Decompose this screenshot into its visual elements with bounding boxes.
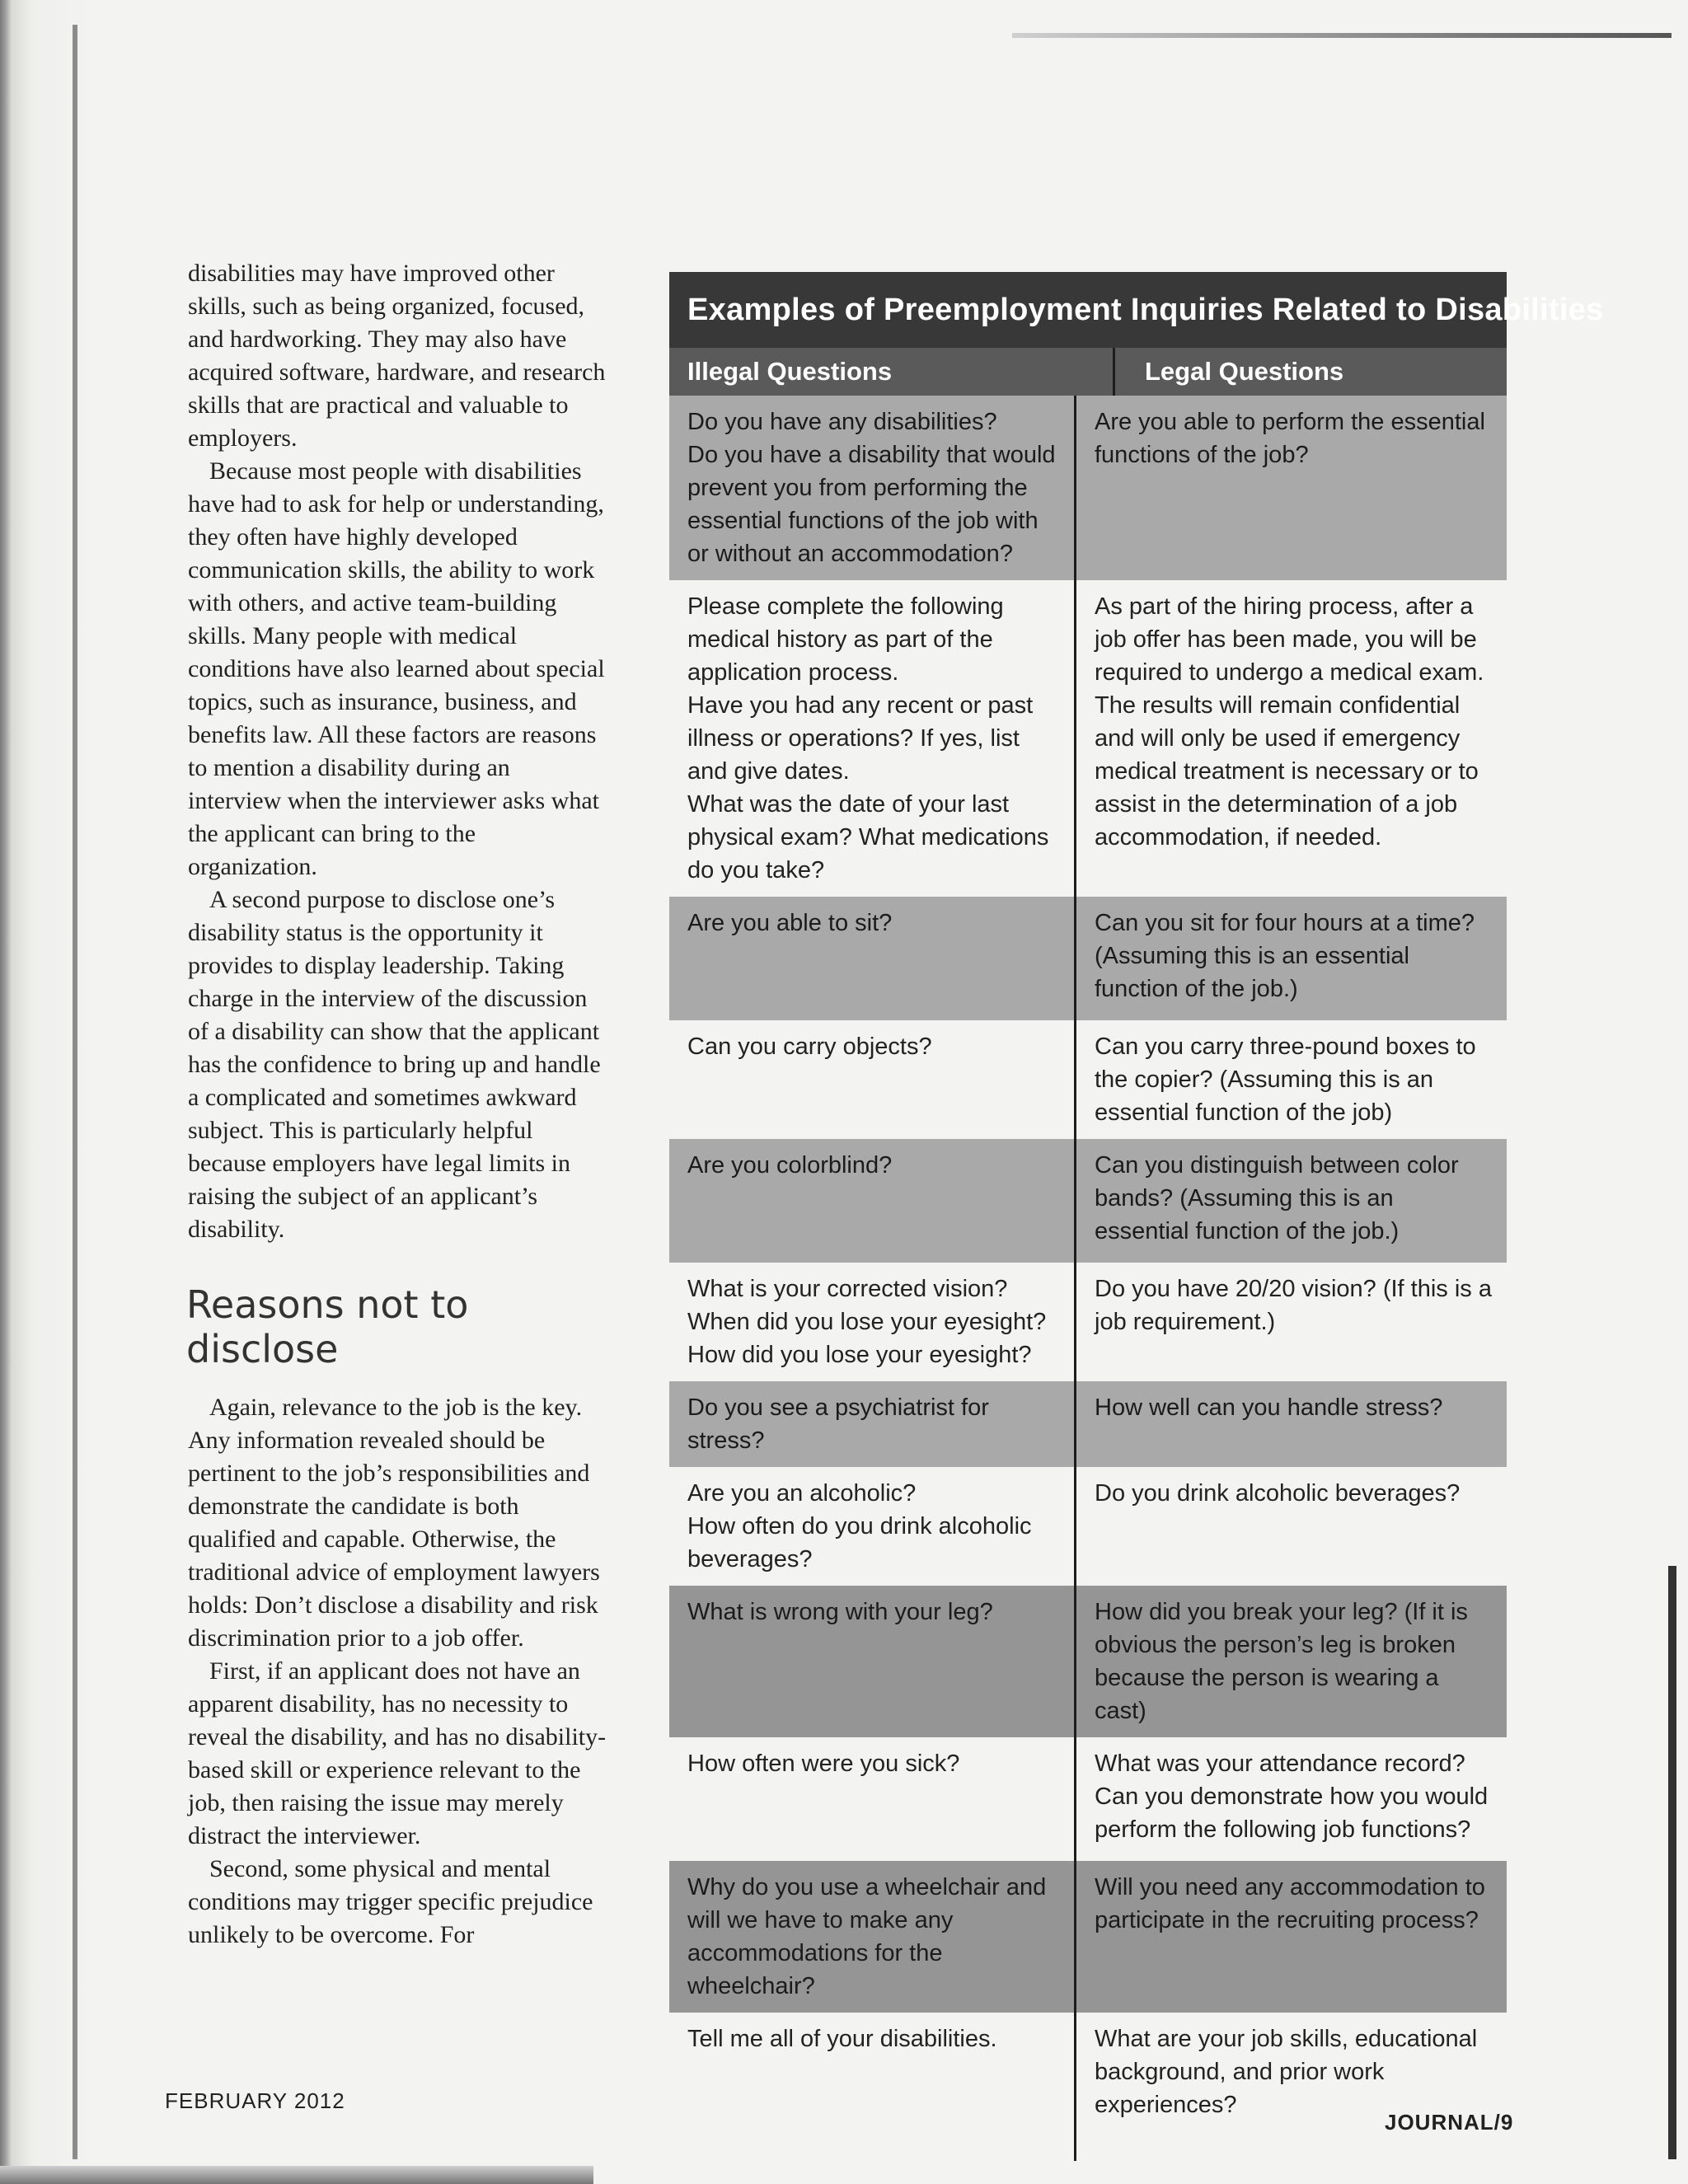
article-paragraph: Second, some physical and mental conditions may trigger specific prejudice unlikely to be overcome. For [188,1855,593,1948]
table-body [669,396,1507,2161]
illegal-question-cell: Tell me all of your disabilities. [669,2013,1076,2161]
table-row [669,1737,1507,1861]
illegal-question-cell: Can you carry objects? [669,1020,1076,1139]
article-paragraph: Again, relevance to the job is the key. Any information revealed should be pertinent to the job’s responsibilities and demonstrate the candidate is both qualified and capable. Otherwise, the traditional advice of employment lawyers holds: Don’t disclose a disability and risk discrimination prior to a job offer. [188,1394,600,1652]
article-paragraph: disabilities may have improved other skills, such as being organized, focused, and hardworking. They may also have acquired software, hardware, and research skills that are practical and valuable to employers. [188,260,606,452]
scan-bottom-edge [0,2166,593,2184]
section-subheading: Reasons not to disclose [186,1282,469,1371]
table-row [669,580,1507,897]
illegal-question-cell: Are you able to sit? [669,897,1076,1020]
illegal-question-cell: Do you see a psychiatrist for stress? [669,1381,1076,1467]
footer-date: FEBRUARY 2012 [165,2088,345,2113]
table-row [669,1861,1507,2013]
illegal-question-cell: Are you colorblind? [669,1139,1076,1263]
article-column [188,257,608,1952]
illegal-question-cell: Do you have any disabilities? Do you have a disability that would prevent you from performing the essential functions of the job with or without an accommodation? [669,396,1076,580]
legal-question-cell: What are your job skills, educational background, and prior work experiences? [1076,2013,1507,2161]
illegal-question-cell: What is wrong with your leg? [669,1586,1076,1737]
table-row [669,1381,1507,1467]
article-paragraph: Because most people with disabilities have had to ask for help or understanding, they often have highly developed communication skills, the ability to work with others, and active team-building skills. Many people with medical conditions have also learned about special topics, such as insurance, business, and benefits law. All these factors are reasons to mention a disability during an interview when the interviewer asks what the applicant can bring to the organization. [188,457,605,880]
table-header [669,348,1507,396]
scan-edge-line [73,25,77,2159]
table-row [669,396,1507,580]
article-paragraph: First, if an applicant does not have an apparent disability, has no necessity to reveal the disability, and has no disability-based skill or experience relevant to the job, then raising the issue may merely distract the interviewer. [188,1657,607,1849]
article-paragraph: A second purpose to disclose one’s disability status is the opportunity it provides to display leadership. Taking charge in the interview of the discussion of a disability can show that the applicant has the confidence to bring up and handle a complicated and sometimes awkward subject. This is particularly helpful because employers have legal limits in raising the subject of an applicant’s disability. [188,886,601,1243]
legal-question-cell: Are you able to perform the essential functions of the job? [1076,396,1507,580]
table-row [669,1020,1507,1139]
scan-right-line [1668,1566,1676,2159]
footer-page: JOURNAL/9 [1385,2110,1514,2135]
article-paragraphs-before [188,257,608,1246]
legal-question-cell: Will you need any accommodation to participate in the recruiting process? [1076,1861,1507,2013]
table-row [669,1467,1507,1586]
legal-question-cell: Can you carry three-pound boxes to the copier? (Assuming this is an essential function of the job) [1076,1020,1507,1139]
table-row [669,2013,1507,2161]
header-legal-questions: Legal Questions [1115,348,1507,396]
table-row [669,1263,1507,1381]
legal-question-cell: As part of the hiring process, after a job offer has been made, you will be required to undergo a medical exam. The results will remain confidential and will only be used if emergency medical treatment is necessary or to assist in the determination of a job accommodation, if needed. [1076,580,1507,897]
illegal-question-cell: What is your corrected vision? When did you lose your eyesight? How did you lose your eyesight? [669,1263,1076,1381]
legal-question-cell: How did you break your leg? (If it is obvious the person’s leg is broken because the person is wearing a cast) [1076,1586,1507,1737]
legal-question-cell: What was your attendance record? Can you demonstrate how you would perform the following job functions? [1076,1737,1507,1861]
table-row [669,1586,1507,1737]
scan-top-line [1012,33,1672,38]
legal-question-cell: Can you sit for four hours at a time? (Assuming this is an essential function of the job.) [1076,897,1507,1020]
legal-question-cell: Do you have 20/20 vision? (If this is a job requirement.) [1076,1263,1507,1381]
inquiries-table [669,272,1604,2161]
legal-question-cell: Can you distinguish between color bands? (Assuming this is an essential function of the job.) [1076,1139,1507,1263]
table-row [669,897,1507,1020]
illegal-question-cell: Are you an alcoholic? How often do you drink alcoholic beverages? [669,1467,1076,1586]
legal-question-cell: Do you drink alcoholic beverages? [1076,1467,1507,1586]
illegal-question-cell: Why do you use a wheelchair and will we have to make any accommodations for the wheelchair? [669,1861,1076,2013]
table-row [669,1139,1507,1263]
article-paragraphs-after [188,1391,608,1952]
header-illegal-questions: Illegal Questions [669,348,1115,396]
illegal-question-cell: Please complete the following medical history as part of the application process. Have you had any recent or past illness or operations? If yes, list and give dates. What was the date of your last physical exam? What medications do you take? [669,580,1076,897]
table-title: Examples of Preemployment Inquiries Related to Disabilities [669,272,1507,348]
illegal-question-cell: How often were you sick? [669,1737,1076,1861]
legal-question-cell: How well can you handle stress? [1076,1381,1507,1467]
